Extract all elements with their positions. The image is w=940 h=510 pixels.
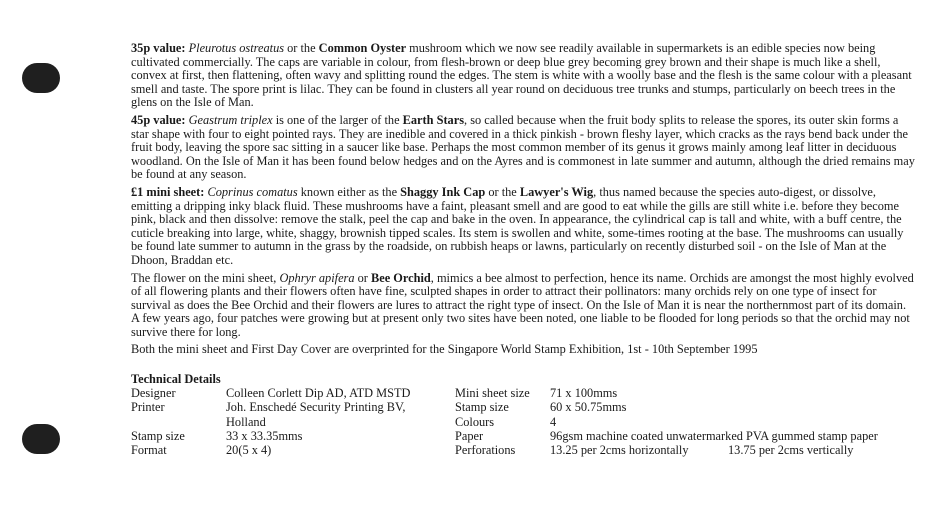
punch-hole-top [22, 63, 60, 93]
tech-row: Printer Joh. Enschedé Security Printing BV, [131, 400, 406, 415]
technical-details-title: Technical Details [131, 372, 221, 386]
perforations-horizontal: 13.25 per 2cms horizontally [550, 443, 689, 458]
description-text [131, 42, 915, 361]
paragraph-flower: The flower on the mini sheet, Ophryr apifera or Bee Orchid, mimics a bee almost to perfection, hence its name. Orchids are amongst the most highly evolved of all flowering plants and their flowers often have fine, sculpted shapes in order to attract their pollinators: many orchids rely on one type of insect for survival as does the Bee Orchid and their flowers are lures to attract the right type of insect. On the Isle of Man it is near the northernmost part of its domain. A few years ago, four patches were growing but at present only two sites have been noted, one liable to be flooded for long periods so that the orchid may not survive there for long. [131, 270, 914, 339]
tech-row: Stamp size 60 x 50.75mms [455, 400, 627, 415]
paragraph-35p: 35p value: Pleurotus ostreatus or the Common Oyster mushroom which we now see readily available in supermarkets is an edible species now being cultivated commercially. The caps are variable in colour, from flesh-brown or deep blue grey becoming grey brown and their shape is much like a shell, convex at first, then flattening, often wavy and splitting round the edges. The stem is white with a woolly base and the flesh is the same colour with a pleasant smell and taste. The spore print is lilac. They can be found in clusters all year round on deciduous tree trunks and stumps, particularly on beech trees in the glens on the Isle of Man. [131, 41, 912, 110]
tech-row: Colours 4 [455, 414, 557, 429]
technical-left-column [131, 386, 455, 457]
perforations-vertical: 13.75 per 2cms vertically [728, 443, 854, 458]
tech-row: Holland [226, 414, 266, 429]
paragraph-overprint: Both the mini sheet and First Day Cover are overprinted for the Singapore World Stamp Exhibition, 1st - 10th September 1995 [131, 342, 758, 357]
technical-right-column [455, 386, 878, 457]
tech-row: Stamp size 33 x 33.35mms [131, 428, 303, 443]
tech-row: Paper 96gsm machine coated unwatermarked PVA gummed stamp paper [455, 428, 878, 443]
tech-row: Designer Colleen Corlett Dip AD, ATD MSTD [131, 386, 411, 401]
tech-row: Format 20(5 x 4) [131, 443, 272, 458]
technical-details [131, 372, 921, 457]
paragraph-mini-sheet: £1 mini sheet: Coprinus comatus known either as the Shaggy Ink Cap or the Lawyer's Wig, thus named because the species auto-digest, or dissolve, emitting a dripping inky black fluid. These mushrooms have a faint, pleasant smell and are good to eat while the gills are still white i.e. before they become pink, black and then dissolve: remove the stalk, peel the cap and bake in the oven. In appearance, the cylindrical cap is tall and white, with a buff centre, the cuticle breaking into large, white, shaggy, brownish tipped scales. Its stem is swollen and white, some-times rooting at the base. The mushrooms can usually be found late summer to autumn in the grass by the roadside, on rubbish heaps or lawns, particularly on recently disturbed soil - on the Isle of Man at the Dhoon, Braddan etc. [131, 184, 904, 267]
tech-row-perforations: Perforations 13.25 per 2cms horizontally 13.75 per 2cms vertically [455, 443, 854, 458]
paragraph-45p: 45p value: Geastrum triplex is one of the larger of the Earth Stars, so called because when the fruit body splits to release the spores, its outer skin forms a star shape with four to eight pointed rays. They are inedible and covered in a thick pinkish - brown fleshy layer, which cracks as the rays bend back under the fruit body, leaving the spore sac sitting in a saucer like base. Perhaps the most common member of its genus it grows mainly among leaf litter in deciduous woodland. On the Isle of Man it has been found below hedges and on the Ayres and is commonest in late summer and autumn, although the dried remains may be found at any season. [131, 112, 915, 182]
punch-hole-bottom [22, 424, 60, 454]
tech-row: Mini sheet size 71 x 100mms [455, 386, 618, 401]
